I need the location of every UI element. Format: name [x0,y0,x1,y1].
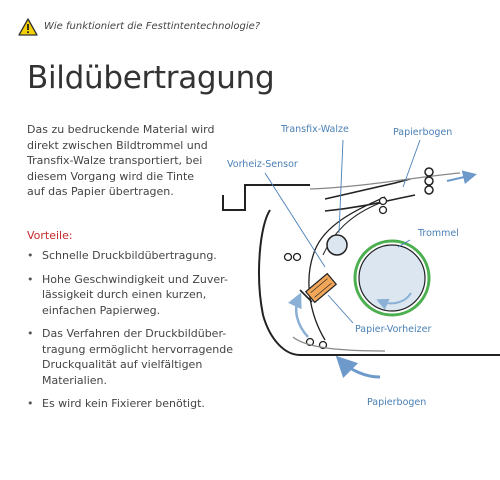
paper-arrow-top [447,175,473,181]
printer-housing [223,185,310,210]
left-roller [294,254,301,261]
label-trommel: Trommel [418,228,459,239]
guide-roller [380,198,387,205]
list-item: • Hohe Geschwindigkeit und Zuver- lässigkeit durch einen kurzen, einfachen Papierweg. [27,272,237,319]
list-item: • Schnelle Druckbildübertragung. [27,248,237,264]
printer-housing-left [259,210,300,355]
transfix-roller [327,235,347,255]
label-vorheiz-sensor: Vorheiz-Sensor [227,159,298,170]
list-item: • Es wird kein Fixierer benötigt. [27,396,237,412]
paper-arrow-bottom [340,360,380,377]
intro-line: direkt zwischen Bildtrommel und [27,138,208,152]
breadcrumb: Wie funktioniert die Festtintentechnologie? [44,21,261,32]
label-transfix-walze: Transfix-Walze [281,124,349,135]
intro-line: auf das Papier übertragen. [27,185,174,198]
left-roller [285,254,292,261]
paper-sheet-top [310,173,460,189]
intro-line: Transfix-Walze transportiert, bei [27,154,203,167]
paper-exit-guide-lower [325,195,415,211]
intro-line: Das zu bedruckende Material wird [27,123,215,136]
label-papierbogen-top: Papierbogen [393,127,453,138]
exit-roller [425,168,433,176]
paper-exit-guide [325,179,410,199]
warning-icon [18,18,38,36]
printer-diagram [215,115,500,415]
paper-arrow-left [296,297,308,337]
guide-roller [380,207,387,214]
label-papierbogen-bottom: Papierbogen [367,397,427,408]
advantages-list [27,248,237,420]
exit-roller [425,177,433,185]
top-bar [0,0,500,38]
exit-roller [425,186,433,194]
page-title: Bildübertragung [27,60,275,96]
intro-text [27,122,232,200]
label-papier-vorheizer: Papier-Vorheizer [355,324,432,335]
advantages-heading: Vorteile: [27,229,73,242]
list-item: • Das Verfahren der Druckbildüber- tragung ermöglicht hervorragende Druckqualität auf vielfältigen Materialien. [27,326,237,388]
paper-sheet-bottom [293,337,385,351]
drum [359,245,425,311]
intro-line: diesem Vorgang wird die Tinte [27,169,195,183]
